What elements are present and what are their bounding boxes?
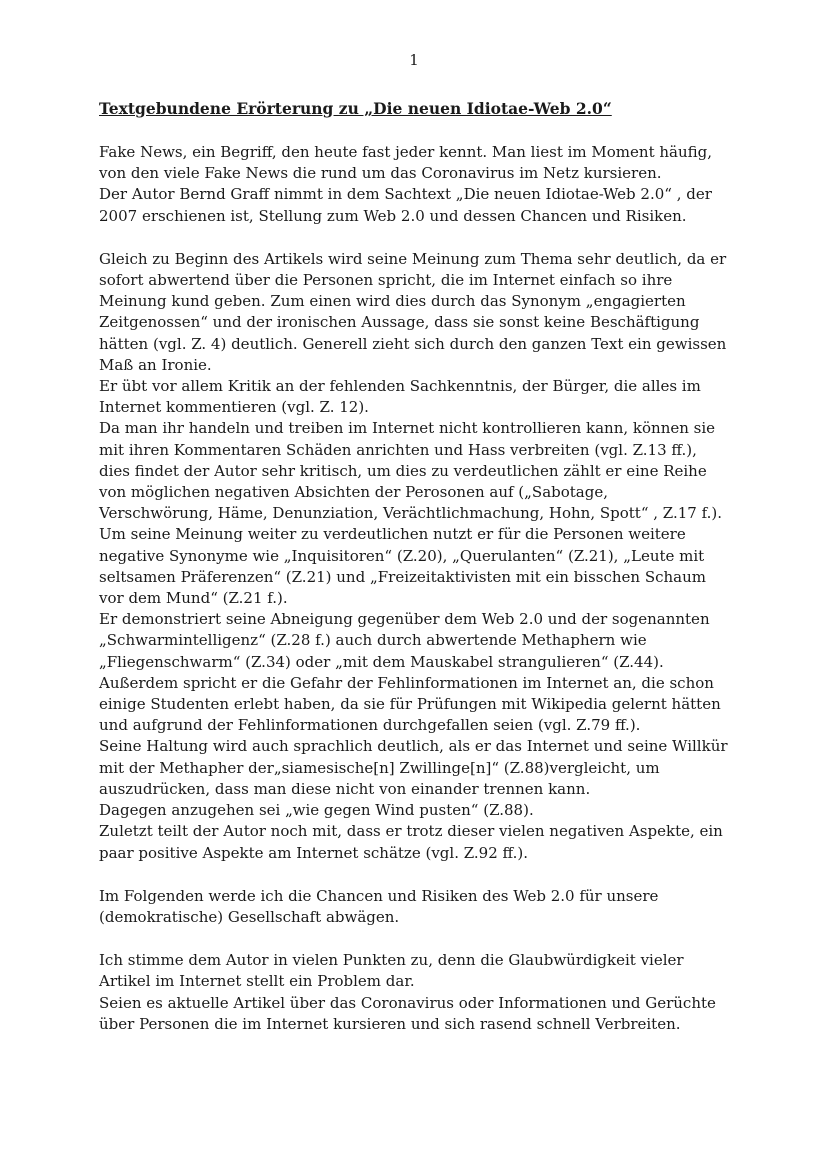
paragraph <box>99 886 759 928</box>
text-line: Dagegen anzugehen sei „wie gegen Wind pusten“ (Z.88). <box>99 801 534 820</box>
text-line: Internet kommentieren (vgl. Z. 12). <box>99 398 369 417</box>
text-line: seltsamen Präferenzen“ (Z.21) und „Freizeitaktivisten mit ein bisschen Schaum <box>99 567 707 586</box>
text-line: von möglichen negativen Absichten der Perosonen auf („Sabotage, <box>99 483 608 502</box>
text-line: vor dem Mund“ (Z.21 f.). <box>99 589 288 608</box>
text-line: 2007 erschienen ist, Stellung zum Web 2.0 und dessen Chancen und Risiken. <box>99 206 687 225</box>
text-line: mit ihren Kommentaren Schäden anrichten und Hass verbreiten (vgl. Z.13 ff.), <box>99 440 697 459</box>
text-line: Der Autor Bernd Graff nimmt in dem Sachtext „Die neuen Idiotae-Web 2.0“ , der <box>99 185 712 204</box>
text-line: mit der Methapher der„siamesische[n] Zwillinge[n]“ (Z.88)vergleicht, um <box>99 758 660 777</box>
text-line: negative Synonyme wie „Inquisitoren“ (Z.20), „Querulanten“ (Z.21), „Leute mit <box>99 546 705 565</box>
text-line: Außerdem spricht er die Gefahr der Fehlinformationen im Internet an, die schon <box>99 673 714 692</box>
text-line: Seien es aktuelle Artikel über das Coronavirus oder Informationen und Gerüchte <box>99 993 716 1012</box>
text-line: paar positive Aspekte am Internet schätze (vgl. Z.92 ff.). <box>99 843 529 862</box>
paragraph <box>99 249 759 864</box>
text-line: Gleich zu Beginn des Artikels wird seine Meinung zum Thema sehr deutlich, da er <box>99 249 727 268</box>
text-line: Fake News, ein Begriff, den heute fast jeder kennt. Man liest im Moment häufig, <box>99 143 713 161</box>
text-line: „Schwarmintelligenz“ (Z.28 f.) auch durch abwertende Methaphern wie <box>99 631 647 650</box>
text-line: Zuletzt teilt der Autor noch mit, dass er trotz dieser vielen negativen Aspekte, ein <box>99 822 723 841</box>
text-line: von den viele Fake News die rund um das Coronavirus im Netz kursieren. <box>99 164 662 183</box>
text-line: Er demonstriert seine Abneigung gegenüber dem Web 2.0 und der sogenannten <box>99 610 710 629</box>
text-line: „Fliegenschwarm“ (Z.34) oder „mit dem Mauskabel strangulieren“ (Z.44). <box>99 652 664 671</box>
document-title: Textgebundene Erörterung zu „Die neuen Idiotae-Web 2.0“ <box>99 99 612 118</box>
text-line: Maß an Ironie. <box>99 355 212 374</box>
text-line: Um seine Meinung weiter zu verdeutlichen nutzt er für die Personen weitere <box>99 525 686 544</box>
text-line: Im Folgenden werde ich die Chancen und Risiken des Web 2.0 für unsere <box>99 886 659 905</box>
text-line: hätten (vgl. Z. 4) deutlich. Generell zieht sich durch den ganzen Text ein gewissen <box>99 334 727 353</box>
text-line: Da man ihr handeln und treiben im Internet nicht kontrollieren kann, können sie <box>99 419 716 438</box>
text-line: Meinung kund geben. Zum einen wird dies durch das Synonym „engagierten <box>99 292 686 311</box>
text-line: dies findet der Autor sehr kritisch, um dies zu verdeutlichen zählt er eine Reihe <box>99 461 707 480</box>
page-number: 1 <box>409 51 419 69</box>
text-line: (demokratische) Gesellschaft abwägen. <box>99 907 400 926</box>
paragraph <box>99 142 759 227</box>
text-line: Verschwörung, Häme, Denunziation, Verächtlichmachung, Hohn, Spott“ , Z.17 f.). <box>99 504 722 523</box>
text-line: Zeitgenossen“ und der ironischen Aussage, dass sie sonst keine Beschäftigung <box>99 313 700 332</box>
text-line: über Personen die im Internet kursieren und sich rasend schnell Verbreiten. <box>99 1014 681 1033</box>
text-line: sofort abwertend über die Personen spricht, die im Internet einfach so ihre <box>99 271 673 290</box>
text-line: und aufgrund der Fehlinformationen durchgefallen seien (vgl. Z.79 ff.). <box>99 716 641 735</box>
text-line: einige Studenten erlebt haben, da sie für Prüfungen mit Wikipedia gelernt hätten <box>99 695 721 714</box>
text-line: auszudrücken, dass man diese nicht von einander trennen kann. <box>99 779 591 798</box>
text-line: Artikel im Internet stellt ein Problem dar. <box>99 972 415 991</box>
paragraph <box>99 950 759 1035</box>
document-body <box>99 142 759 1057</box>
text-line: Ich stimme dem Autor in vielen Punkten zu, denn die Glaubwürdigkeit vieler <box>99 951 684 970</box>
text-line: Er übt vor allem Kritik an der fehlenden Sachkenntnis, der Bürger, die alles im <box>99 377 701 396</box>
text-line: Seine Haltung wird auch sprachlich deutlich, als er das Internet und seine Willkür <box>99 737 728 756</box>
